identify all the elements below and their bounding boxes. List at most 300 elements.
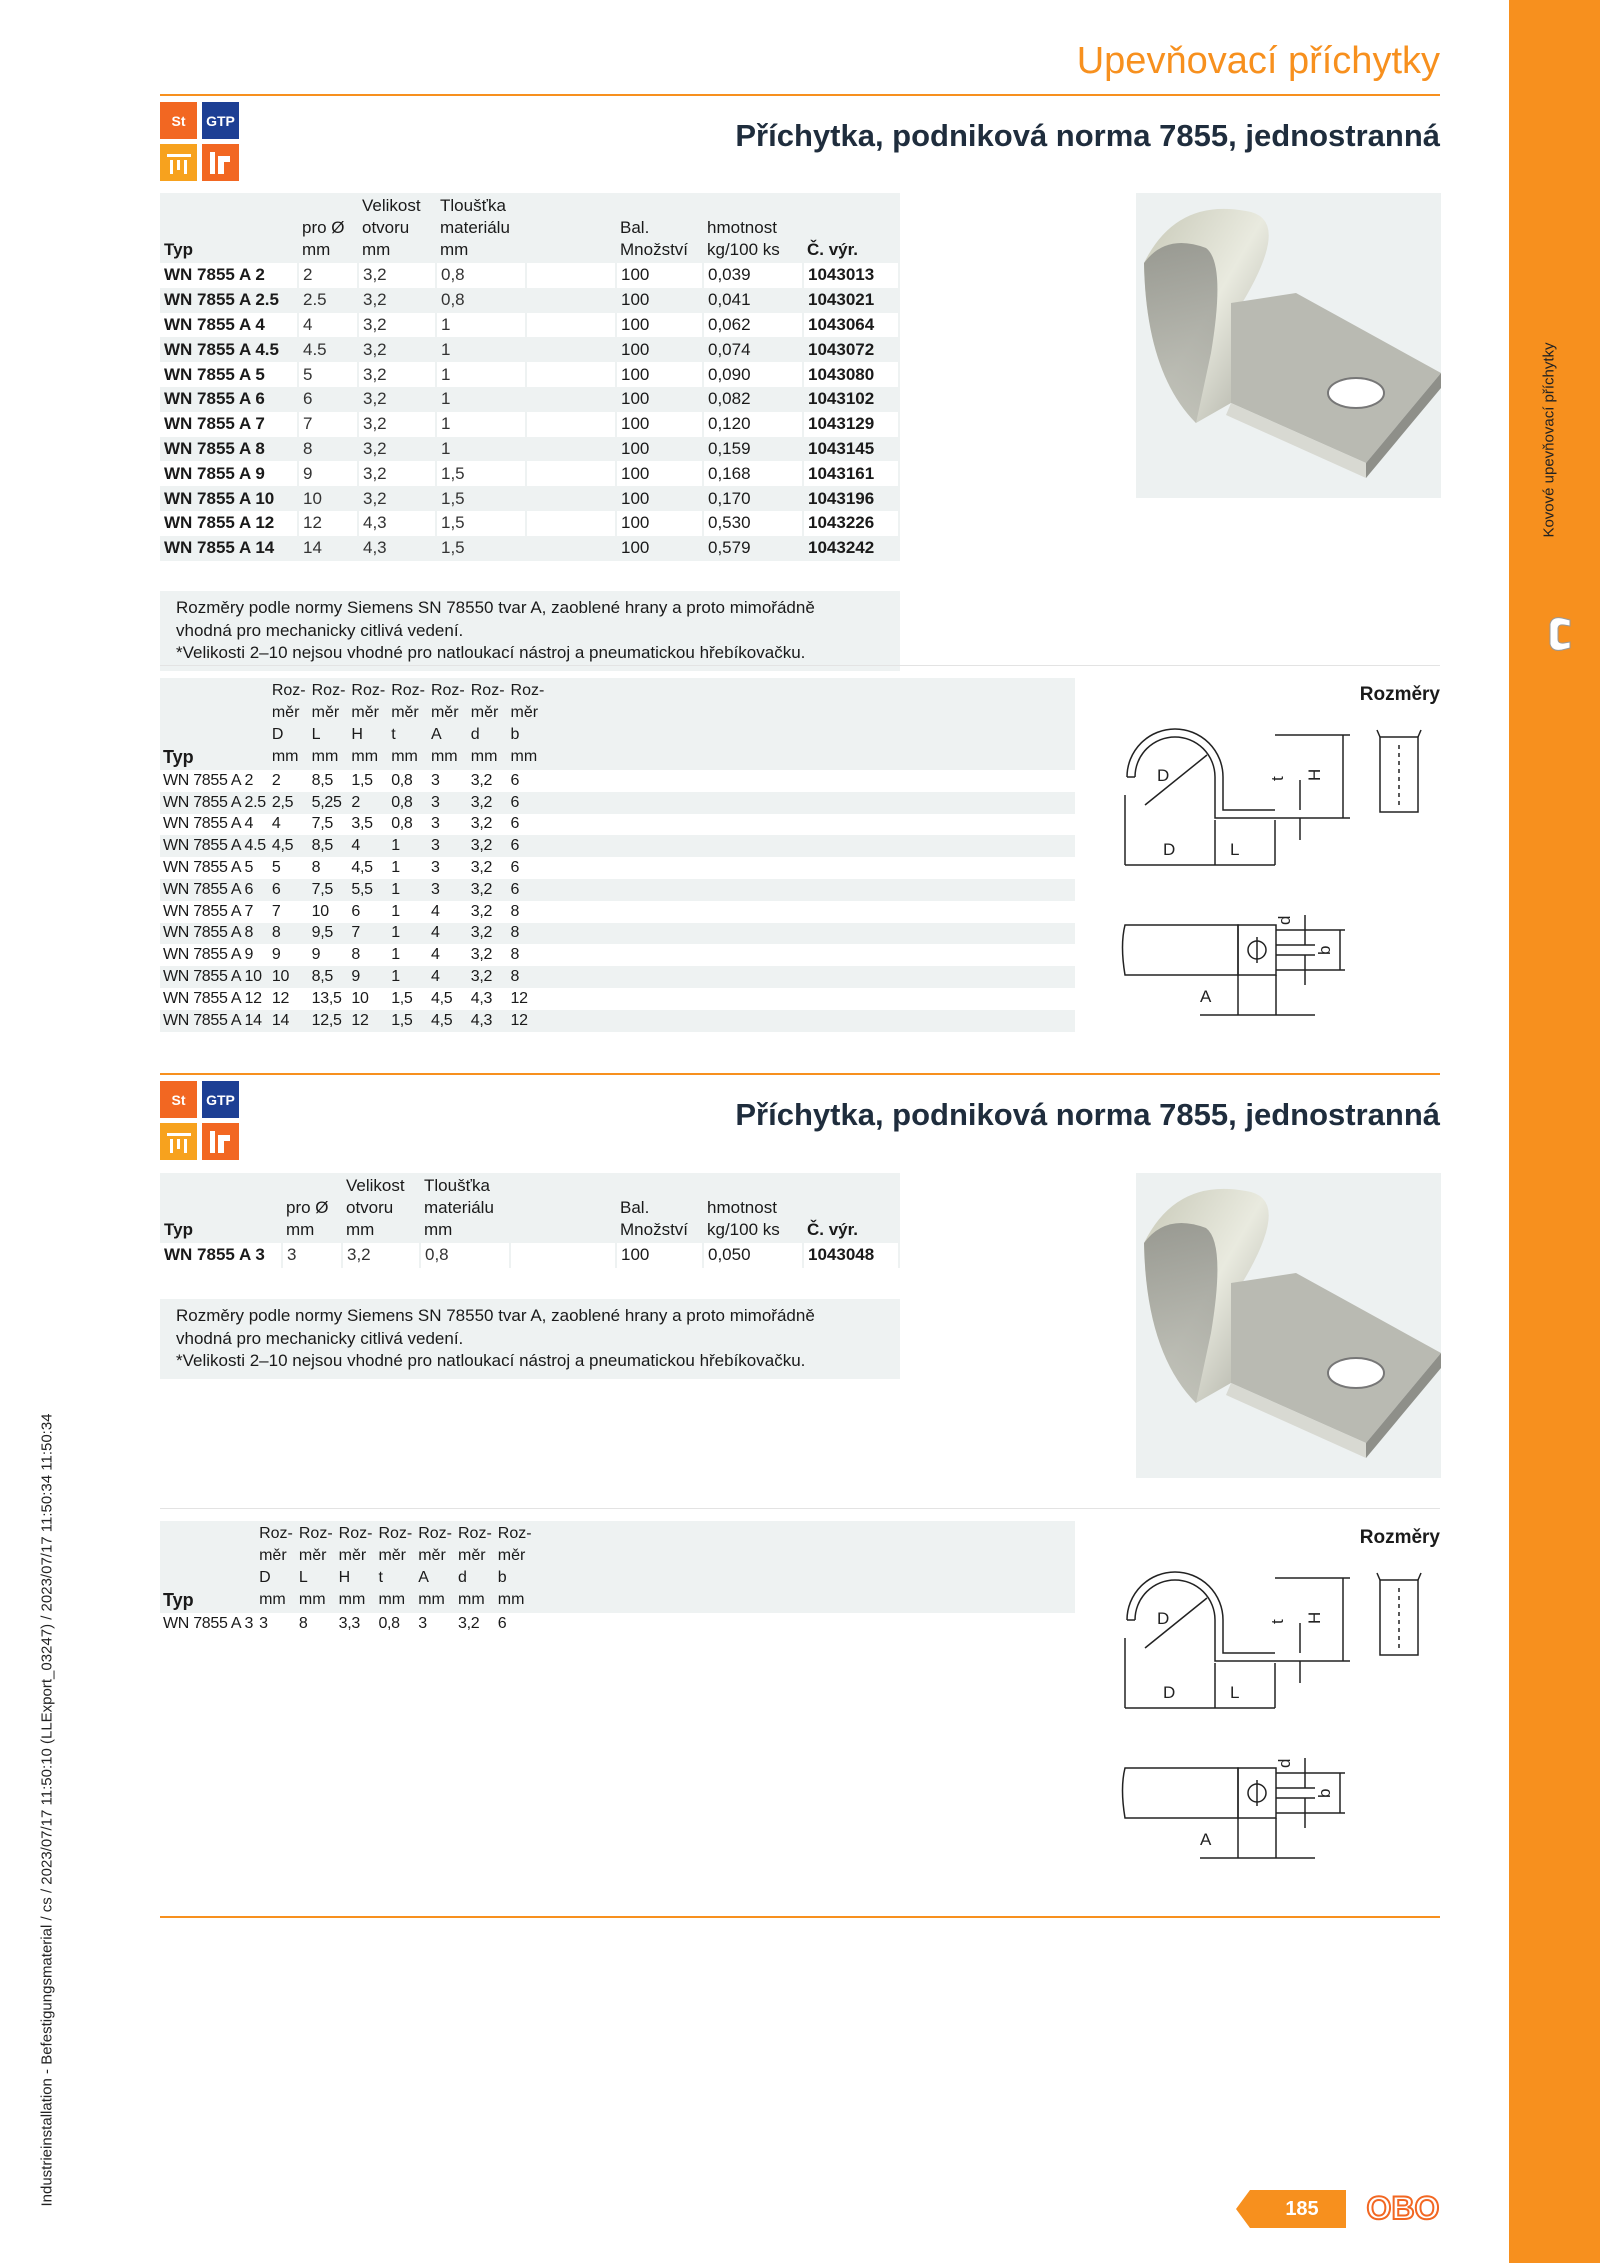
table-cell: 100 (616, 536, 703, 561)
table-cell: 6 (271, 880, 281, 898)
table-cell: 3,2 (468, 901, 508, 923)
table-cell: 0,8 (388, 770, 428, 792)
table-row (160, 988, 1075, 1010)
table-cell: 7 (351, 924, 361, 942)
table-cell: 3,2 (358, 486, 436, 511)
table-row (160, 857, 1075, 879)
table-cell: WN 7855 A 7 (160, 901, 269, 923)
svg-text:d: d (1275, 915, 1294, 925)
table-row (160, 362, 899, 387)
col-cvyr: Č. výr. (807, 1220, 859, 1239)
dim-col-D: Roz- měr D mm (271, 682, 306, 765)
table-cell: 5 (269, 857, 309, 879)
dimensions-title: Rozměry (1359, 684, 1440, 705)
table-cell: 0,050 (703, 1243, 803, 1268)
table-cell: 1,5 (436, 486, 526, 511)
table-cell: 4,3 (468, 988, 508, 1010)
table-cell: 6 (495, 1613, 535, 1635)
table-cell: WN 7855 A 12 (160, 511, 298, 536)
svg-text:d: d (1275, 1758, 1294, 1768)
dim-col-L: Roz- měr L mm (311, 682, 346, 765)
table-cell: 1 (436, 337, 526, 362)
table-row (160, 536, 899, 561)
page-title: Upevňovací příchytky (1076, 40, 1440, 82)
table-cell: 8,5 (309, 770, 349, 792)
table-cell: 1043129 (803, 412, 899, 437)
table-cell: WN 7855 A 2.5 (163, 793, 266, 811)
table-cell: 3 (428, 857, 468, 879)
table-cell: 6 (510, 880, 520, 898)
table-cell: 4 (351, 837, 361, 855)
table-cell: WN 7855 A 3 (160, 1613, 256, 1635)
product-title: Příchytka, podniková norma 7855, jednostranná (735, 1097, 1440, 1132)
table-cell: 100 (616, 437, 703, 462)
table-cell: 12 (510, 1011, 528, 1029)
table-cell (526, 486, 616, 511)
table-cell: 7 (298, 412, 358, 437)
svg-text:L: L (1230, 840, 1240, 859)
table-cell: 5,25 (311, 793, 342, 811)
table-row (160, 1243, 899, 1268)
col-tlouska: Tloušťka materiálu mm (424, 1176, 494, 1239)
dim-col-b: Roz- měr b mm (497, 1525, 532, 1608)
table-cell: 0,082 (703, 387, 803, 412)
table-cell: 8 (296, 1613, 336, 1635)
dimensions-table (160, 1521, 1075, 1635)
table-cell: 3,2 (342, 1243, 420, 1268)
table-cell: 3 (430, 793, 440, 811)
badge-gtp: GTP (202, 102, 239, 139)
table-cell: WN 7855 A 10 (160, 486, 298, 511)
table-cell: 100 (616, 387, 703, 412)
table-cell: WN 7855 A 14 (163, 1011, 262, 1029)
table-cell: 3,2 (358, 461, 436, 486)
table-cell: 9,5 (311, 924, 333, 942)
material-badges (160, 102, 240, 182)
svg-text:t: t (1268, 1619, 1287, 1624)
table-cell: 1 (388, 944, 428, 966)
table-cell: 1043072 (803, 337, 899, 362)
dimensions-title: Rozměry (1359, 1527, 1440, 1548)
table-cell: 3,2 (468, 814, 508, 836)
table-cell: 6 (508, 814, 548, 836)
table-row (160, 944, 1075, 966)
table-cell: 1 (436, 412, 526, 437)
table-cell: 8 (309, 857, 349, 879)
table-row (160, 792, 1075, 814)
table-cell: 4,3 (358, 511, 436, 536)
table-cell: 3,2 (470, 880, 493, 898)
table-cell: WN 7855 A 4.5 (160, 337, 298, 362)
table-cell: 6 (510, 793, 520, 811)
table-cell: 1 (391, 837, 400, 855)
table-cell: 3 (428, 770, 468, 792)
table-row (160, 814, 1075, 836)
table-cell: 1043242 (803, 536, 899, 561)
table-cell: 1043102 (803, 387, 899, 412)
table-cell: 10 (298, 486, 358, 511)
table-row (160, 313, 899, 338)
table-cell: 8 (508, 944, 548, 966)
table-cell: 100 (616, 486, 703, 511)
table-cell: 2 (269, 770, 309, 792)
table-cell: 3 (415, 1613, 455, 1635)
table-cell: WN 7855 A 6 (160, 387, 298, 412)
table-cell: 1043064 (803, 313, 899, 338)
table-cell: 0,8 (391, 793, 413, 811)
dim-col-d: Roz- měr d mm (470, 682, 505, 765)
table-cell: 0,8 (436, 288, 526, 313)
table-cell: 5,5 (351, 880, 373, 898)
table-cell: 100 (616, 1243, 703, 1268)
table-cell: 1 (436, 313, 526, 338)
table-cell: 1,5 (436, 536, 526, 561)
dimension-drawing (1115, 715, 1445, 1035)
svg-text:A: A (1200, 1830, 1212, 1849)
table-cell: WN 7855 A 2 (160, 263, 298, 288)
table-cell: 6 (348, 901, 388, 923)
table-cell: 14 (298, 536, 358, 561)
table-cell: 12,5 (311, 1011, 342, 1029)
table-cell: WN 7855 A 2 (160, 770, 269, 792)
col-bal: Bal. Množství (620, 218, 689, 259)
table-cell: 0,090 (703, 362, 803, 387)
table-cell: 4 (298, 313, 358, 338)
table-cell (526, 437, 616, 462)
table-cell: 1 (436, 362, 526, 387)
table-row (160, 879, 1075, 901)
table-cell: 1,5 (436, 511, 526, 536)
dim-col-H: Roz- měr H mm (338, 1525, 373, 1608)
table-cell: 3 (256, 1613, 296, 1635)
table-row (160, 288, 899, 313)
table-cell: 7,5 (309, 814, 349, 836)
table-cell: 3,2 (470, 924, 493, 942)
table-cell: 2,5 (271, 793, 294, 811)
table-cell (526, 461, 616, 486)
col-otvor: Velikost otvoru mm (346, 1176, 405, 1239)
table-cell: 0,530 (703, 511, 803, 536)
product-image (1136, 1173, 1441, 1478)
table-cell: 8 (298, 437, 358, 462)
table-cell: 1 (388, 901, 428, 923)
dim-col-L: Roz- měr L mm (298, 1525, 333, 1608)
table-cell: 1043013 (803, 263, 899, 288)
table-cell: 3,2 (358, 288, 436, 313)
table-cell: 6 (508, 770, 548, 792)
sidebar-band (1509, 0, 1600, 2263)
table-cell: 3,2 (358, 362, 436, 387)
page-number: 185 (1236, 2190, 1346, 2228)
table-cell (526, 536, 616, 561)
nailer-icon (202, 1123, 239, 1160)
table-cell: 12 (508, 988, 548, 1010)
table-row (160, 1613, 1075, 1635)
table-row (160, 387, 899, 412)
dim-col-t: Roz- měr t mm (391, 682, 425, 765)
table-cell: 3,2 (455, 1613, 495, 1635)
table-cell: 0,159 (703, 437, 803, 462)
table-cell: 12 (269, 988, 309, 1010)
page-header (160, 36, 1440, 96)
table-cell: WN 7855 A 4 (160, 814, 269, 836)
table-cell: WN 7855 A 12 (160, 988, 269, 1010)
table-cell: 3,2 (358, 412, 436, 437)
table-cell: 4 (430, 924, 440, 942)
table-cell: 3,3 (336, 1613, 376, 1635)
svg-text:OBO: OBO (1366, 2190, 1440, 2226)
badge-gtp: GTP (202, 1081, 239, 1118)
table-cell: WN 7855 A 4.5 (163, 837, 266, 855)
table-cell: 4 (269, 814, 309, 836)
table-cell: 3 (430, 837, 440, 855)
table-row (160, 966, 1075, 988)
table-cell: 8,5 (311, 837, 333, 855)
table-cell: 3 (282, 1243, 342, 1268)
table-cell: 1,5 (388, 988, 428, 1010)
table-cell: 1 (391, 880, 400, 898)
sidebar-section-label: Kovové upevňovací příchytky (1540, 342, 1558, 538)
dim-col-H: Roz- měr H mm (351, 682, 386, 765)
table-cell: 100 (616, 263, 703, 288)
table-cell: 2.5 (298, 288, 358, 313)
table-cell: 4.5 (298, 337, 358, 362)
table-cell: 0,062 (703, 313, 803, 338)
table-cell: 4 (430, 968, 440, 986)
table-cell: 8 (510, 968, 520, 986)
col-bal: Bal. Množství (620, 1198, 689, 1239)
divider (160, 665, 1440, 666)
table-cell: 0,039 (703, 263, 803, 288)
dim-col-A: Roz- měr A mm (418, 1525, 452, 1608)
table-cell: 1043161 (803, 461, 899, 486)
table-cell: 13,5 (309, 988, 349, 1010)
table-cell: 7 (269, 901, 309, 923)
svg-text:D: D (1163, 840, 1176, 859)
product-note: Rozměry podle normy Siemens SN 78550 tvar A, zaoblené hrany a proto mimořádně vhodná pro mechanicky citlivá vedení. *Velikosti 2–10 nejsou vhodné pro natloukací nástroj a pneumatickou hřebíkovačku. (160, 591, 900, 671)
table-cell: 1 (391, 924, 400, 942)
svg-text:L: L (1230, 1683, 1240, 1702)
spec-table (160, 1173, 900, 1268)
col-tlouska: Tloušťka materiálu mm (440, 196, 510, 259)
table-cell: WN 7855 A 2.5 (160, 288, 298, 313)
spec-table (160, 193, 900, 561)
svg-text:D: D (1157, 766, 1170, 785)
tool-mounting-icon (160, 144, 197, 181)
table-cell (526, 387, 616, 412)
svg-text:b: b (1315, 945, 1334, 955)
export-meta: Industrieinstallation - Befestigungsmaterial / cs / 2023/07/17 11:50:10 (LLExport_03247) / 2023/07/17 11:50:34 11:50:34 (38, 1413, 56, 2207)
badge-st: St (160, 102, 197, 139)
svg-text:t: t (1268, 776, 1287, 781)
table-row (160, 901, 1075, 923)
table-cell: 4,3 (470, 1011, 493, 1029)
dimensions-table (160, 678, 1075, 1032)
table-cell: 1043021 (803, 288, 899, 313)
table-cell: 0,120 (703, 412, 803, 437)
table-cell: WN 7855 A 7 (160, 412, 298, 437)
table-cell: 1043226 (803, 511, 899, 536)
table-cell: 3,2 (358, 337, 436, 362)
table-cell: 3,5 (348, 814, 388, 836)
table-cell: 0,8 (420, 1243, 510, 1268)
table-cell: 4 (428, 901, 468, 923)
table-row (160, 923, 1075, 945)
table-cell: 100 (616, 313, 703, 338)
dim-col-b: Roz- měr b mm (510, 682, 545, 765)
table-cell: WN 7855 A 4 (160, 313, 298, 338)
table-cell (526, 412, 616, 437)
table-cell: 100 (616, 288, 703, 313)
dimension-drawing (1115, 1558, 1445, 1878)
table-row (160, 486, 899, 511)
svg-text:H: H (1305, 768, 1324, 781)
svg-text:H: H (1305, 1611, 1324, 1624)
col-hmotnost: hmotnost kg/100 ks (707, 1198, 780, 1239)
table-cell: 3 (430, 880, 440, 898)
table-cell: 4 (428, 944, 468, 966)
table-cell: 3,2 (358, 263, 436, 288)
table-cell: 0,579 (703, 536, 803, 561)
table-row (160, 263, 899, 288)
table-cell (526, 288, 616, 313)
table-cell (526, 511, 616, 536)
table-cell: 8 (508, 901, 548, 923)
table-cell: 100 (616, 337, 703, 362)
table-cell: 4,5 (430, 1011, 453, 1029)
table-cell: 2 (298, 263, 358, 288)
table-cell: 9 (298, 461, 358, 486)
table-cell: WN 7855 A 5 (160, 362, 298, 387)
col-pro: pro Ø mm (286, 1198, 329, 1239)
table-cell: 9 (351, 968, 361, 986)
table-cell: 3,2 (468, 770, 508, 792)
table-cell: 8 (348, 944, 388, 966)
table-cell: 0,8 (388, 814, 428, 836)
table-cell: 0,8 (436, 263, 526, 288)
table-cell: 3 (428, 814, 468, 836)
table-row (160, 437, 899, 462)
product-image (1136, 193, 1441, 498)
table-cell: 14 (271, 1011, 290, 1029)
col-typ: Typ (164, 240, 193, 259)
section-divider (160, 1916, 1440, 1918)
table-cell: 100 (616, 362, 703, 387)
divider (160, 1508, 1440, 1509)
product-note: Rozměry podle normy Siemens SN 78550 tvar A, zaoblené hrany a proto mimořádně vhodná pro mechanicky citlivá vedení. *Velikosti 2–10 nejsou vhodné pro natloukací nástroj a pneumatickou hřebíkovačku. (160, 1299, 900, 1379)
table-cell: 9 (269, 944, 309, 966)
table-cell: WN 7855 A 9 (160, 944, 269, 966)
table-cell: WN 7855 A 9 (160, 461, 298, 486)
table-cell: 3,2 (358, 437, 436, 462)
svg-text:D: D (1157, 1609, 1170, 1628)
dim-col-A: Roz- měr A mm (430, 682, 465, 765)
table-cell: 100 (616, 511, 703, 536)
dim-col-d: Roz- měr d mm (458, 1525, 492, 1608)
table-row (160, 511, 899, 536)
table-cell: 4,5 (271, 837, 294, 855)
table-cell: 6 (510, 837, 520, 855)
col-blank (526, 193, 616, 263)
table-cell (526, 362, 616, 387)
table-cell: 0,170 (703, 486, 803, 511)
table-row (160, 412, 899, 437)
table-cell: 10 (309, 901, 349, 923)
section-divider (160, 1073, 1440, 1075)
dim-col-D: Roz- měr D mm (259, 1525, 293, 1608)
table-row (160, 461, 899, 486)
table-cell: 3,2 (468, 857, 508, 879)
table-cell: 100 (616, 461, 703, 486)
table-cell: 8 (271, 924, 281, 942)
table-cell: 4,5 (428, 988, 468, 1010)
table-row (160, 337, 899, 362)
table-cell: 7,5 (311, 880, 333, 898)
table-row (160, 770, 1075, 792)
tool-mounting-icon (160, 1123, 197, 1160)
table-cell: 0,074 (703, 337, 803, 362)
col-blank (510, 1173, 616, 1243)
table-cell: 0,168 (703, 461, 803, 486)
table-cell: WN 7855 A 6 (163, 880, 254, 898)
col-cvyr: Č. výr. (807, 240, 859, 259)
table-cell: WN 7855 A 5 (160, 857, 269, 879)
table-cell: 8 (510, 924, 520, 942)
table-cell: 1 (436, 437, 526, 462)
col-otvor: Velikost otvoru mm (362, 196, 421, 259)
table-row (160, 1010, 1075, 1032)
table-cell: 1,5 (436, 461, 526, 486)
table-cell: 12 (298, 511, 358, 536)
col-pro: pro Ø mm (302, 218, 345, 259)
table-cell: 10 (271, 968, 290, 986)
table-cell: 3,2 (468, 944, 508, 966)
col-typ: Typ (164, 1220, 193, 1239)
table-cell: 12 (351, 1011, 369, 1029)
table-cell: 1,5 (391, 1011, 413, 1029)
svg-text:b: b (1315, 1788, 1334, 1798)
dim-col-t: Roz- měr t mm (378, 1525, 413, 1608)
table-cell: 0,041 (703, 288, 803, 313)
table-cell: 1 (388, 857, 428, 879)
table-cell (526, 263, 616, 288)
table-cell (510, 1243, 616, 1268)
table-cell (526, 313, 616, 338)
table-cell: 3,2 (358, 387, 436, 412)
table-cell: WN 7855 A 10 (163, 968, 262, 986)
product-title: Příchytka, podniková norma 7855, jednostranná (735, 118, 1440, 153)
svg-text:A: A (1200, 987, 1212, 1006)
table-cell: 2 (351, 793, 361, 811)
table-cell: 1,5 (348, 770, 388, 792)
table-cell: 1043048 (803, 1243, 899, 1268)
col-hmotnost: hmotnost kg/100 ks (707, 218, 780, 259)
clip-icon (1546, 612, 1576, 652)
table-cell: 1043080 (803, 362, 899, 387)
table-cell: WN 7855 A 8 (160, 437, 298, 462)
table-row (160, 835, 1075, 857)
table-cell: 3,2 (470, 968, 493, 986)
table-cell: 0,8 (375, 1613, 415, 1635)
table-cell: 10 (348, 988, 388, 1010)
table-cell: 1 (436, 387, 526, 412)
table-cell: 3,2 (358, 313, 436, 338)
table-cell: WN 7855 A 3 (160, 1243, 282, 1268)
table-cell: 1 (391, 968, 400, 986)
table-cell: 6 (298, 387, 358, 412)
badge-st: St (160, 1081, 197, 1118)
material-badges (160, 1081, 240, 1161)
